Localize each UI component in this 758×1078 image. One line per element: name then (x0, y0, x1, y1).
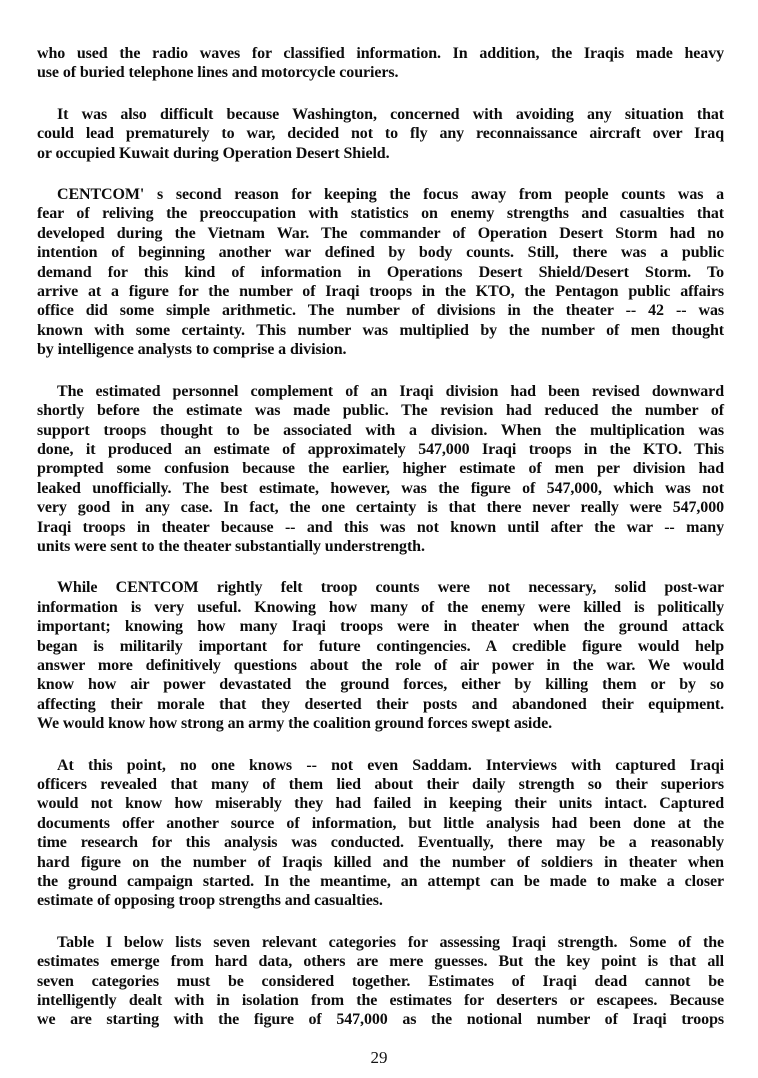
text-line: We would know how strong an army the coalition ground forces swept aside. (37, 715, 552, 733)
text-line: would not know how miserably they had failed in keeping their units intact. Captured (37, 795, 724, 813)
text-line: office did some simple arithmetic. The number of divisions in the theater -- 42 -- was (37, 302, 724, 320)
text-line: we are starting with the figure of 547,000 as the notional number of Iraqi troops (37, 1011, 724, 1029)
text-line: developed during the Vietnam War. The commander of Operation Desert Storm had no (37, 224, 724, 242)
text-line: intention of beginning another war defined by body counts. Still, there was a public (37, 244, 724, 262)
text-line: use of buried telephone lines and motorcycle couriers. (37, 64, 399, 82)
paragraph (37, 382, 724, 557)
text-line: estimates emerge from hard data, others are mere guesses. But the key point is that all (37, 953, 724, 971)
text-line: It was also difficult because Washington, concerned with avoiding any situation that (57, 105, 724, 123)
text-line: CENTCOM' s second reason for keeping the focus away from people counts was a (57, 186, 724, 204)
text-line: information is very useful. Knowing how many of the enemy were killed is politically (37, 598, 724, 616)
text-line: demand for this kind of information in Operations Desert Shield/Desert Storm. To (37, 263, 724, 281)
text-line: hard figure on the number of Iraqis killed and the number of soldiers in theater when (37, 853, 724, 871)
text-line: The estimated personnel complement of an Iraqi division had been revised downward (57, 382, 724, 400)
text-line: Iraqi troops in theater because -- and this was not known until after the war -- many (37, 518, 724, 536)
text-line: time research for this analysis was conducted. Eventually, there may be a reasonably (37, 834, 724, 852)
text-line: officers revealed that many of them lied about their daily strength so their superiors (37, 776, 724, 793)
text-line: known with some certainty. This number was multiplied by the number of men thought (37, 321, 724, 339)
text-line: by intelligence analysts to comprise a division. (37, 341, 347, 359)
text-line: support troops thought to be associated with a division. When the multiplication was (37, 421, 724, 439)
text-line: could lead prematurely to war, decided not to fly any reconnaissance aircraft over Iraq (37, 125, 724, 143)
paragraph (37, 44, 724, 83)
text-line: At this point, no one knows -- not even Saddam. Interviews with captured Iraqi (57, 756, 724, 774)
text-line: important; knowing how many Iraqi troops were in theater when the ground attack (37, 618, 724, 636)
text-line: arrive at a figure for the number of Iraqi troops in the KTO, the Pentagon public affairs (37, 283, 724, 301)
text-line: who used the radio waves for classified information. In addition, the Iraqis made heavy (37, 45, 724, 62)
text-line: began is militarily important for future contingencies. A credible figure would help (37, 637, 724, 655)
text-line: know how air power devastated the ground forces, either by killing them or by so (37, 676, 724, 694)
page-number: 29 (370, 1048, 388, 1067)
paragraph (37, 578, 724, 733)
text-line: the ground campaign started. In the meantime, an attempt can be made to make a closer (37, 873, 724, 891)
text-line: seven categories must be considered together. Estimates of Iraqi dead cannot be (37, 972, 724, 990)
text-line: intelligently dealt with in isolation from the estimates for deserters or escapees. Because (37, 992, 724, 1010)
text-line: estimate of opposing troop strengths and casualties. (37, 892, 383, 910)
paragraph (37, 933, 724, 1030)
text-line: fear of reliving the preoccupation with statistics on enemy strengths and casualties that (37, 205, 724, 223)
text-line: shortly before the estimate was made public. The revision had reduced the number of (37, 402, 724, 420)
page-body (37, 44, 724, 1030)
text-line: affecting their morale that they deserted their posts and abandoned their equipment. (37, 695, 724, 713)
text-line: prompted some confusion because the earlier, higher estimate of men per division had (37, 460, 724, 478)
text-line: done, it produced an estimate of approximately 547,000 Iraqi troops in the KTO. This (37, 440, 724, 458)
paragraph (37, 185, 724, 360)
text-line: Table I below lists seven relevant categories for assessing Iraqi strength. Some of the (57, 933, 724, 951)
text-line: While CENTCOM rightly felt troop counts were not necessary, solid post-war (57, 579, 724, 597)
text-line: units were sent to the theater substantially understrength. (37, 537, 425, 555)
text-line: or occupied Kuwait during Operation Desert Shield. (37, 144, 390, 162)
paragraph (37, 756, 724, 911)
text-line: answer more definitively questions about the role of air power in the war. We would (37, 656, 724, 674)
text-line: very good in any case. In fact, the one certainty is that there never really were 547,000 (37, 499, 724, 517)
paragraph (37, 105, 724, 163)
text-line: leaked unofficially. The best estimate, however, was the figure of 547,000, which was not (37, 479, 724, 497)
text-line: documents offer another source of information, but little analysis had been done at the (37, 814, 724, 832)
